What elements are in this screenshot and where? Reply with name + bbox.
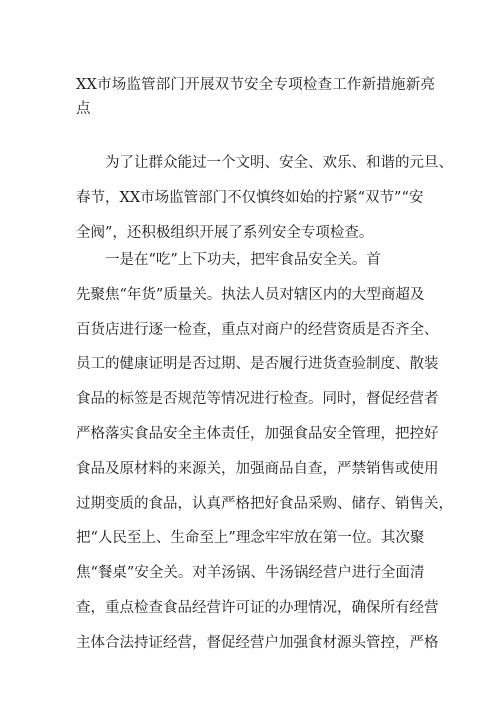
- text-line: 百货店进行逐一检查，重点对商户的经营资质是否齐全、: [76, 321, 439, 338]
- document-title: [76, 73, 436, 121]
- text-line: 一是在“吃”上下功夫，把牢食品安全关。首: [105, 252, 381, 268]
- title-line: 点: [76, 101, 91, 117]
- title-line: XX市场监管部门开展双节安全专项检查工作新措施新亮: [76, 77, 436, 93]
- text-line: 严格落实食品安全主体责任，加强食品安全管理，把控好: [76, 425, 439, 442]
- text-line: 食品的标签是否规范等情况进行检查。同时，督促经营者: [76, 391, 439, 408]
- text-line: 焦“餐桌”安全关。对羊汤锅、牛汤锅经营户进行全面清: [76, 565, 425, 582]
- text-line: 春节，XX市场监管部门不仅慎终如始的拧紧“双节”“安: [76, 189, 424, 206]
- text-line: 先聚焦“年货”质量关。执法人员对辖区内的大型商超及: [76, 286, 425, 303]
- text-line: 查，重点检查食品经营许可证的办理情况，确保所有经营: [76, 599, 439, 616]
- text-line: 食品及原材料的来源关，加强商品自查，严禁销售或使用: [76, 460, 439, 477]
- paragraph-intro: [76, 146, 453, 250]
- text-line: 全阀”，还积极组织开展了系列安全专项检查。: [76, 224, 374, 241]
- text-line: 过期变质的食品，认真严格把好食品采购、储存、销售关，: [76, 495, 453, 512]
- text-line: 主体合法持证经营，督促经营户加强食材源头管控，严格: [76, 634, 439, 651]
- paragraph-food-safety: [76, 243, 453, 661]
- text-line: 为了让群众能过一个文明、安全、欢乐、和谐的元旦、: [105, 155, 453, 171]
- text-line: 把“人民至上、生命至上”理念牢牢放在第一位。其次聚: [76, 530, 425, 547]
- text-line: 员工的健康证明是否过期、是否履行进货查验制度、散装: [76, 356, 439, 373]
